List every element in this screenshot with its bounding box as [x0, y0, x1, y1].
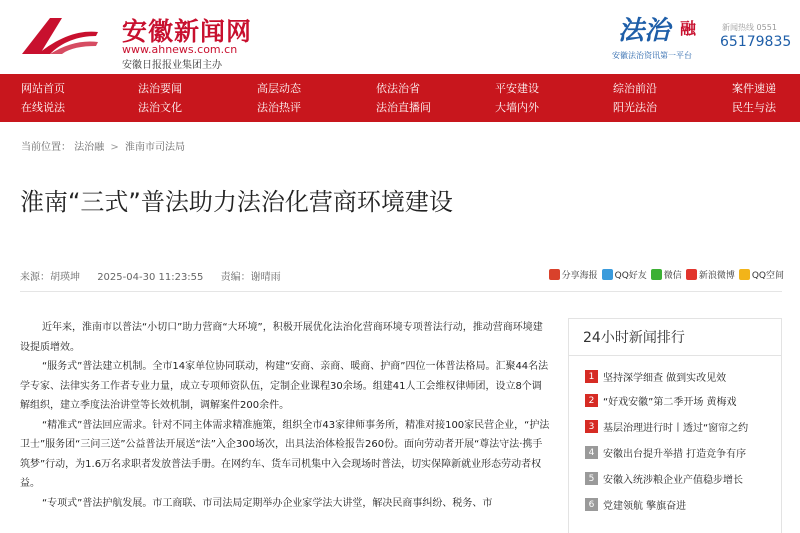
- ranking-item[interactable]: [585, 445, 746, 460]
- share-bar: [545, 266, 784, 282]
- weibo-icon: [686, 269, 697, 280]
- fazhirong-title: 法治: [618, 16, 671, 46]
- fazhirong-subtitle: 安徽法治资讯第一平台: [612, 51, 692, 60]
- rank-number: 3: [585, 420, 598, 433]
- article-paragraph: 近年来，淮南市以普法“小切口”助力营商“大环境”，积极开展优化法治化营商环境专项普法行动，推动营商环境建设提质增效。: [20, 322, 543, 353]
- nav-item[interactable]: 法治热评: [257, 101, 301, 114]
- share-qq-button[interactable]: [602, 268, 647, 281]
- wechat-icon: [651, 269, 662, 280]
- nav-item[interactable]: 法治直播间: [376, 101, 431, 114]
- nav-item[interactable]: 高层动态: [257, 82, 301, 95]
- nav-item[interactable]: 网站首页: [21, 82, 65, 95]
- hotline-area-code: 0551: [756, 23, 777, 32]
- logo-mark-icon: [20, 14, 98, 58]
- ranking-item-title: 安徽出台提升举措 打造竞争有序: [603, 449, 747, 460]
- nav-item[interactable]: 大墙内外: [495, 101, 539, 114]
- logo-url: www.ahnews.com.cn: [122, 43, 238, 56]
- nav-item[interactable]: 综治前沿: [613, 82, 657, 95]
- poster-icon: [549, 269, 560, 280]
- nav-item[interactable]: 平安建设: [495, 82, 539, 95]
- main-nav: [0, 74, 800, 122]
- qzone-icon: [739, 269, 750, 280]
- ranking-item[interactable]: [585, 471, 743, 486]
- ranking-item-title: 党建领航 擎旗奋进: [603, 501, 687, 512]
- fazhirong-rong: 融: [680, 19, 697, 38]
- ranking-item-title: 坚持深学细查 做到实改见效: [603, 373, 727, 384]
- ranking-item[interactable]: [585, 419, 748, 434]
- share-label: QQ好友: [614, 270, 647, 281]
- ranking-item[interactable]: [585, 497, 686, 512]
- logo-subtitle: 安徽日报报业集团主办: [122, 60, 222, 71]
- article-title: 淮南“三式”普法助力法治化营商环境建设: [20, 188, 453, 216]
- share-label: 微信: [663, 270, 682, 281]
- share-label: QQ空间: [751, 270, 784, 281]
- hotline-label: 新闻热线: [722, 23, 754, 32]
- share-weibo-button[interactable]: [686, 268, 735, 281]
- nav-item[interactable]: 民生与法: [732, 101, 776, 114]
- article-paragraph: “专项式”普法护航发展。市工商联、市司法局定期举办企业家学法大讲堂，解决民商事纠纷、税务、市: [42, 497, 493, 509]
- ranking-item[interactable]: [585, 369, 726, 384]
- news-hotline-label: [722, 22, 777, 33]
- article-body: [20, 318, 550, 513]
- share-wechat-button[interactable]: [651, 268, 682, 281]
- breadcrumb-item[interactable]: 法治融: [74, 142, 105, 153]
- article-paragraph: “服务式”普法建立机制。全市14家单位协同联动，构建“安商、亲商、暖商、护商”四位一体普法格局。汇聚44名法学专家、法律实务工作者专业力量，成立专项师资队伍，定制企业课程30余场。组建41人工会维权律师团，设立8个调解组织，建立季度法治讲堂等长效机制，调解案件200余件。: [20, 361, 549, 411]
- share-label: 新浪微博: [698, 270, 735, 281]
- share-qzone-button[interactable]: [739, 268, 784, 281]
- meta-divider: [20, 291, 782, 292]
- rank-number: 1: [585, 370, 598, 383]
- breadcrumb-item[interactable]: 淮南市司法局: [124, 142, 185, 153]
- site-header: [0, 0, 800, 74]
- fazhirong-logo[interactable]: [612, 10, 792, 66]
- ranking-item[interactable]: [585, 393, 737, 408]
- site-logo[interactable]: [20, 10, 253, 71]
- article-source: 来源：胡瑛坤: [20, 272, 80, 283]
- qq-icon: [602, 269, 613, 280]
- breadcrumb-prefix: 当前位置：: [21, 142, 71, 153]
- article-time: 2025-04-30 11:23:55: [97, 272, 204, 283]
- article-editor: 责编：谢晴雨: [220, 272, 281, 283]
- news-ranking-panel: [568, 318, 782, 533]
- logo-title: 安徽新闻网: [122, 17, 253, 46]
- share-poster-button[interactable]: [549, 268, 598, 281]
- rank-number: 5: [585, 472, 598, 485]
- ranking-item-title: 安徽入统涉粮企业产值稳步增长: [603, 475, 743, 486]
- ranking-item-title: 基层治理进行时丨透过“窗帘之约: [603, 423, 749, 434]
- nav-item[interactable]: 法治文化: [138, 101, 182, 114]
- nav-item[interactable]: 阳光法治: [613, 101, 657, 114]
- nav-item[interactable]: 案件速递: [732, 82, 776, 95]
- breadcrumb-separator: >: [110, 142, 119, 153]
- ranking-title: 24小时新闻排行: [583, 330, 685, 346]
- hotline-phone: 65179835: [720, 34, 792, 50]
- rank-number: 2: [585, 394, 598, 407]
- nav-item[interactable]: 在线说法: [21, 101, 65, 114]
- article-meta: [20, 268, 295, 283]
- article-paragraph: “精准式”普法回应需求。针对不同主体需求精准施策，组织全市43家律师事务所，精准对接100家民营企业，“护法卫士”服务团“三问三送”公益普法开展送“法”入企300场次，出具法治体检报告260份。面向劳动者开展“尊法守法·携手筑梦”行动，为1.6万名求职者发放普法手册。在网约车、货车司机集中入会现场时普法，切实保障新就业形态劳动者权益。: [20, 419, 550, 489]
- rank-number: 4: [585, 446, 598, 459]
- share-label: 分享海报: [561, 270, 598, 281]
- breadcrumb: [21, 138, 185, 153]
- ranking-divider: [569, 355, 781, 356]
- nav-item[interactable]: 依法治省: [376, 82, 420, 95]
- rank-number: 6: [585, 498, 598, 511]
- nav-item[interactable]: 法治要闻: [138, 82, 182, 95]
- ranking-item-title: “好戏安徽”第二季开场 黄梅戏: [603, 397, 737, 408]
